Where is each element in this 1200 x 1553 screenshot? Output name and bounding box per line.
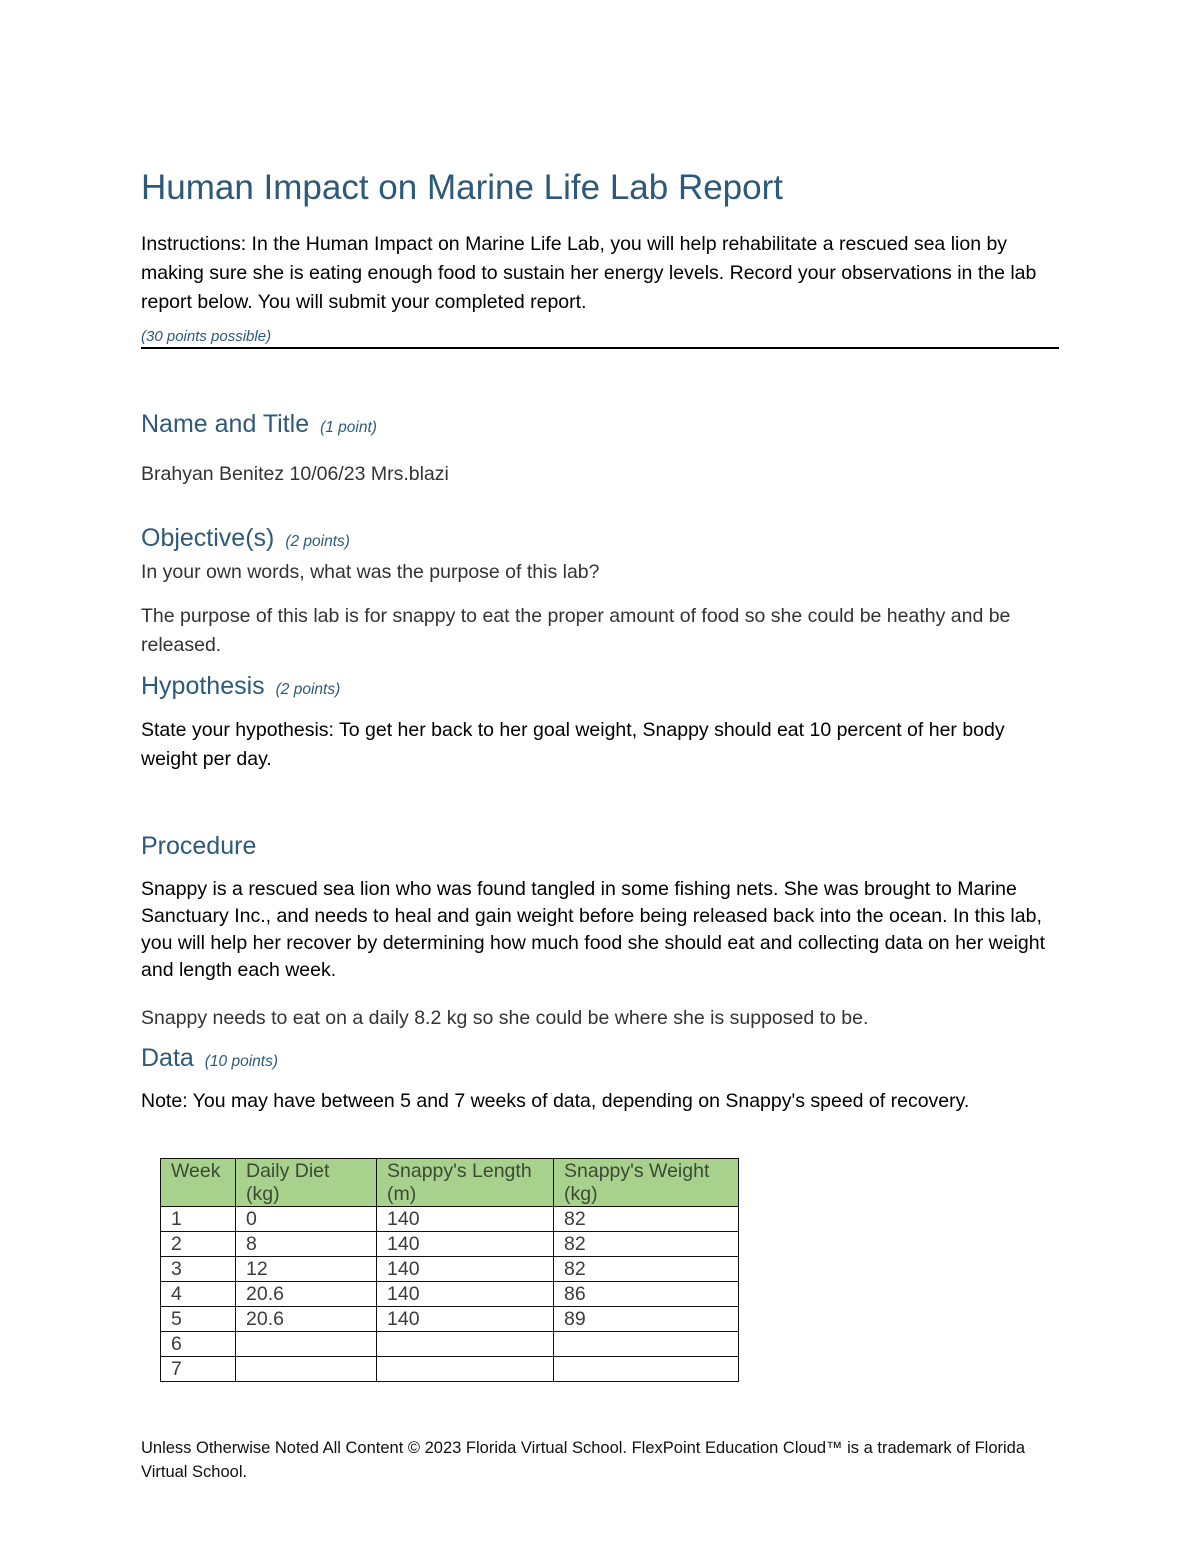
- table-row: [161, 1257, 739, 1282]
- objective-heading: [141, 524, 350, 553]
- table-cell: 1: [161, 1207, 236, 1232]
- procedure-text: Snappy is a rescued sea lion who was found tangled in some fishing nets. She was brought to Marine Sanctuary Inc., and needs to heal and gain weight before being released back into the ocean. In this lab, you will help her recover by determining how much food she should eat and collecting data on her weight and length each week.: [141, 878, 1046, 981]
- table-header-cell: Snappy's Length (m): [377, 1159, 554, 1207]
- table-cell: 4: [161, 1282, 236, 1307]
- table-cell: 2: [161, 1232, 236, 1257]
- procedure-heading: [141, 832, 256, 861]
- hypothesis-heading: [141, 672, 340, 701]
- table-row: [161, 1207, 739, 1232]
- hypothesis-points: (2 points): [275, 681, 341, 698]
- table-cell: 12: [236, 1257, 377, 1282]
- table-header-cell: Week: [161, 1159, 236, 1207]
- table-cell: 140: [377, 1307, 554, 1332]
- data-table: [160, 1158, 739, 1382]
- table-row: [161, 1307, 739, 1332]
- table-cell: [554, 1332, 739, 1357]
- name-title-answer: Brahyan Benitez 10/06/23 Mrs.blazi: [141, 463, 449, 485]
- instructions-text: Instructions: In the Human Impact on Marine Life Lab, you will help rehabilitate a rescued sea lion by making sure she is eating enough food to sustain her energy levels. Record your observations in the lab report below. You will submit your completed report.: [141, 233, 1037, 313]
- table-cell: 82: [554, 1207, 739, 1232]
- table-cell: 140: [377, 1282, 554, 1307]
- table-header-cell: Daily Diet (kg): [236, 1159, 377, 1207]
- table-row: [161, 1357, 739, 1382]
- data-points: (10 points): [204, 1053, 278, 1070]
- table-cell: [377, 1357, 554, 1382]
- table-cell: 5: [161, 1307, 236, 1332]
- table-row: [161, 1282, 739, 1307]
- name-title-points: (1 point): [320, 419, 377, 436]
- table-cell: 82: [554, 1232, 739, 1257]
- points-possible: (30 points possible): [141, 328, 272, 345]
- table-cell: [377, 1332, 554, 1357]
- hypothesis-answer: State your hypothesis: To get her back to her goal weight, Snappy should eat 10 percent of her body weight per day.: [141, 719, 1005, 770]
- objective-heading-text: Objective(s): [141, 524, 275, 552]
- table-cell: 20.6: [236, 1282, 377, 1307]
- objective-points: (2 points): [285, 533, 350, 550]
- table-cell: 8: [236, 1232, 377, 1257]
- table-header-cell: Snappy's Weight (kg): [554, 1159, 739, 1207]
- procedure-heading-text: Procedure: [141, 832, 257, 860]
- page-title: Human Impact on Marine Life Lab Report: [141, 168, 783, 207]
- table-cell: 7: [161, 1357, 236, 1382]
- procedure-answer: Snappy needs to eat on a daily 8.2 kg so she could be where she is supposed to be.: [141, 1007, 869, 1029]
- table-cell: 89: [554, 1307, 739, 1332]
- table-cell: 140: [377, 1257, 554, 1282]
- name-title-heading-text: Name and Title: [141, 410, 310, 438]
- table-cell: 20.6: [236, 1307, 377, 1332]
- section-divider: [141, 347, 1059, 349]
- table-cell: 3: [161, 1257, 236, 1282]
- hypothesis-heading-text: Hypothesis: [141, 672, 265, 700]
- table-cell: [554, 1357, 739, 1382]
- table-cell: 82: [554, 1257, 739, 1282]
- data-note: Note: You may have between 5 and 7 weeks of data, depending on Snappy's speed of recovery.: [141, 1090, 970, 1112]
- table-cell: [236, 1357, 377, 1382]
- objective-answer: The purpose of this lab is for snappy to eat the proper amount of food so she could be heathy and be released.: [141, 605, 1011, 656]
- name-title-heading: [141, 410, 377, 439]
- table-cell: 86: [554, 1282, 739, 1307]
- page-footer: Unless Otherwise Noted All Content © 2023 Florida Virtual School. FlexPoint Education Cloud™ is a trademark of Florida Virtual School.: [141, 1439, 1026, 1481]
- table-cell: [236, 1332, 377, 1357]
- table-cell: 140: [377, 1207, 554, 1232]
- table-row: [161, 1332, 739, 1357]
- data-heading-text: Data: [141, 1044, 194, 1072]
- table-header-row: [161, 1159, 739, 1207]
- table-cell: 0: [236, 1207, 377, 1232]
- table-row: [161, 1232, 739, 1257]
- data-heading: [141, 1044, 278, 1073]
- objective-prompt: In your own words, what was the purpose of this lab?: [141, 561, 600, 583]
- table-cell: 6: [161, 1332, 236, 1357]
- table-cell: 140: [377, 1232, 554, 1257]
